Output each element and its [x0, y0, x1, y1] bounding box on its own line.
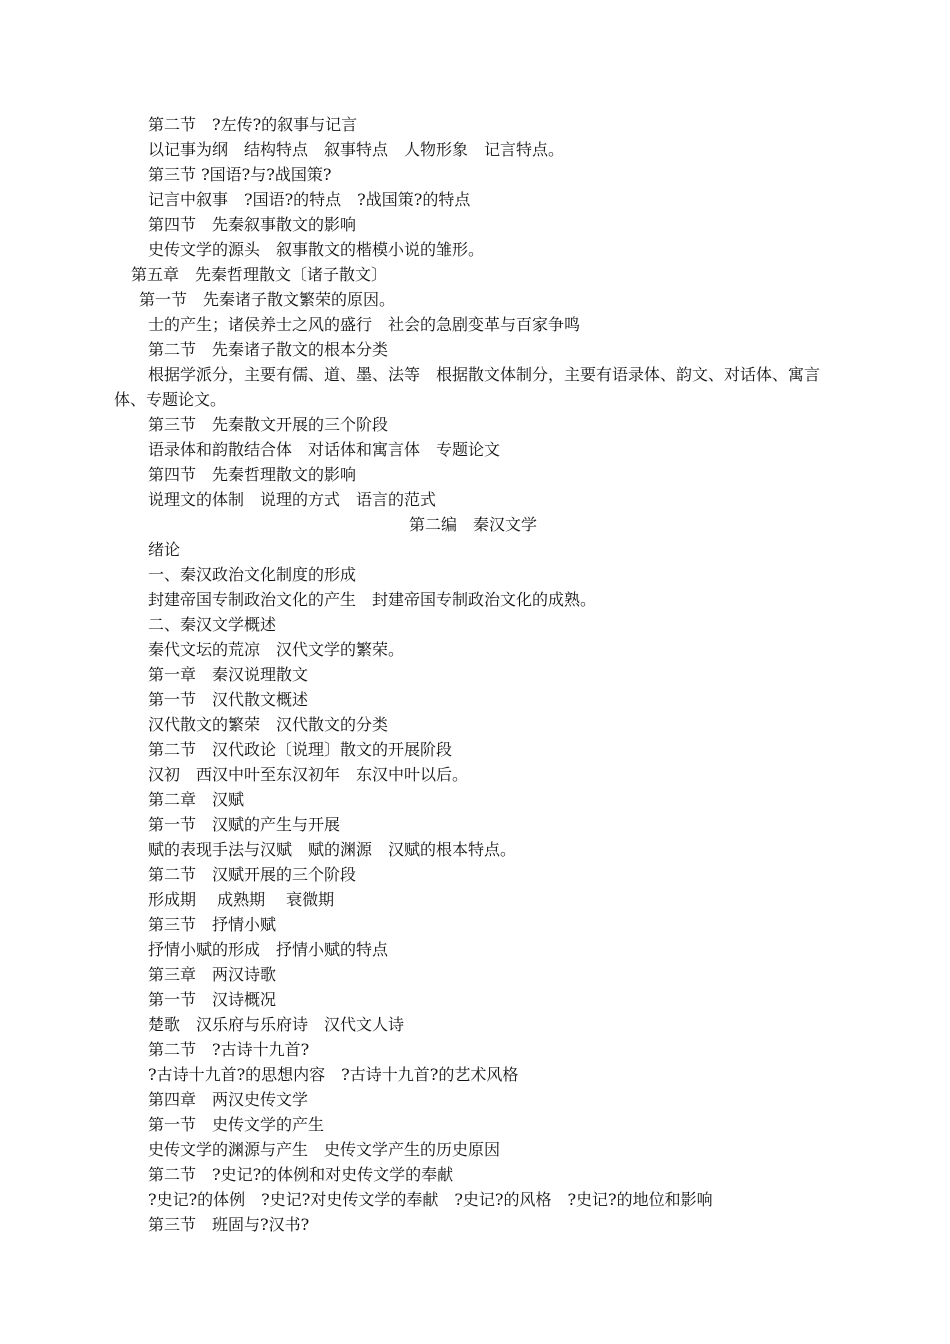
text-line: 语录体和韵散结合体 对话体和寓言体 专题论文 [148, 440, 501, 459]
text-line: 第一章 秦汉说理散文 [148, 665, 309, 684]
text-line: 第四节 先秦叙事散文的影响 [148, 215, 357, 234]
text-line: 第三节 抒情小赋 [148, 915, 277, 934]
text-line: 汉代散文的繁荣 汉代散文的分类 [148, 715, 389, 734]
text-line: 封建帝国专制政治文化的产生 封建帝国专制政治文化的成熟。 [148, 590, 597, 609]
text-line: 第一节 汉代散文概述 [148, 690, 309, 709]
text-line: 第三节 先秦散文开展的三个阶段 [148, 415, 389, 434]
text-line: 第二章 汉赋 [148, 790, 245, 809]
text-line: 汉初 西汉中叶至东汉初年 东汉中叶以后。 [148, 765, 469, 784]
text-line: 以记事为纲 结构特点 叙事特点 人物形象 记言特点。 [148, 140, 565, 159]
text-line: 第一节 史传文学的产生 [148, 1115, 325, 1134]
text-line: 第一节 汉诗概况 [148, 990, 277, 1009]
part-title: 第二编 秦汉文学 [409, 515, 538, 534]
text-line: 一、秦汉政治文化制度的形成 [148, 565, 357, 584]
text-line: 第二节 先秦诸子散文的根本分类 [148, 340, 389, 359]
text-line: 第一节 汉赋的产生与开展 [148, 815, 341, 834]
chapter-heading: 第五章 先秦哲理散文〔诸子散文〕 [131, 265, 388, 284]
text-line: 记言中叙事 ?国语?的特点 ?战国策?的特点 [148, 190, 471, 209]
text-line: 二、秦汉文学概述 [148, 615, 277, 634]
section-heading: 第一节 先秦诸子散文繁荣的原因。 [139, 290, 396, 309]
text-line: 第三节 班固与?汉书? [148, 1215, 310, 1234]
text-line: 楚歌 汉乐府与乐府诗 汉代文人诗 [148, 1015, 405, 1034]
text-line: 第二节 ?古诗十九首? [148, 1040, 310, 1059]
text-line: 秦代文坛的荒凉 汉代文学的繁荣。 [148, 640, 405, 659]
text-line: 第三节 ?国语?与?战国策? [148, 165, 332, 184]
text-line: 史传文学的源头 叙事散文的楷模小说的雏形。 [148, 240, 485, 259]
text-line: 绪论 [148, 540, 181, 559]
text-line: 第二节 汉代政论〔说理〕散文的开展阶段 [148, 740, 453, 759]
text-line: ?古诗十九首?的思想内容 ?古诗十九首?的艺术风格 [148, 1065, 519, 1084]
text-line: 形成期 成熟期 衰微期 [148, 890, 335, 909]
text-line: 第二节 ?左传?的叙事与记言 [148, 115, 358, 134]
text-line: 史传文学的渊源与产生 史传文学产生的历史原因 [148, 1140, 501, 1159]
text-line: 第三章 两汉诗歌 [148, 965, 277, 984]
text-line: 说理文的体制 说理的方式 语言的范式 [148, 490, 437, 509]
text-line: 第四章 两汉史传文学 [148, 1090, 309, 1109]
text-line: 第二节 ?史记?的体例和对史传文学的奉献 [148, 1165, 454, 1184]
text-line: 抒情小赋的形成 抒情小赋的特点 [148, 940, 389, 959]
text-line: 第四节 先秦哲理散文的影响 [148, 465, 357, 484]
text-line: 士的产生；诸侯养士之风的盛行 社会的急剧变革与百家争鸣 [148, 315, 581, 334]
text-line: 赋的表现手法与汉赋 赋的渊源 汉赋的根本特点。 [148, 840, 517, 859]
text-paragraph: 根据学派分，主要有儒、道、墨、法等 根据散文体制分，主要有语录体、韵文、对话体、寓言体、专题论文。 [114, 365, 821, 409]
text-line: 第二节 汉赋开展的三个阶段 [148, 865, 357, 884]
text-line: ?史记?的体例 ?史记?对史传文学的奉献 ?史记?的风格 ?史记?的地位和影响 [148, 1190, 713, 1209]
